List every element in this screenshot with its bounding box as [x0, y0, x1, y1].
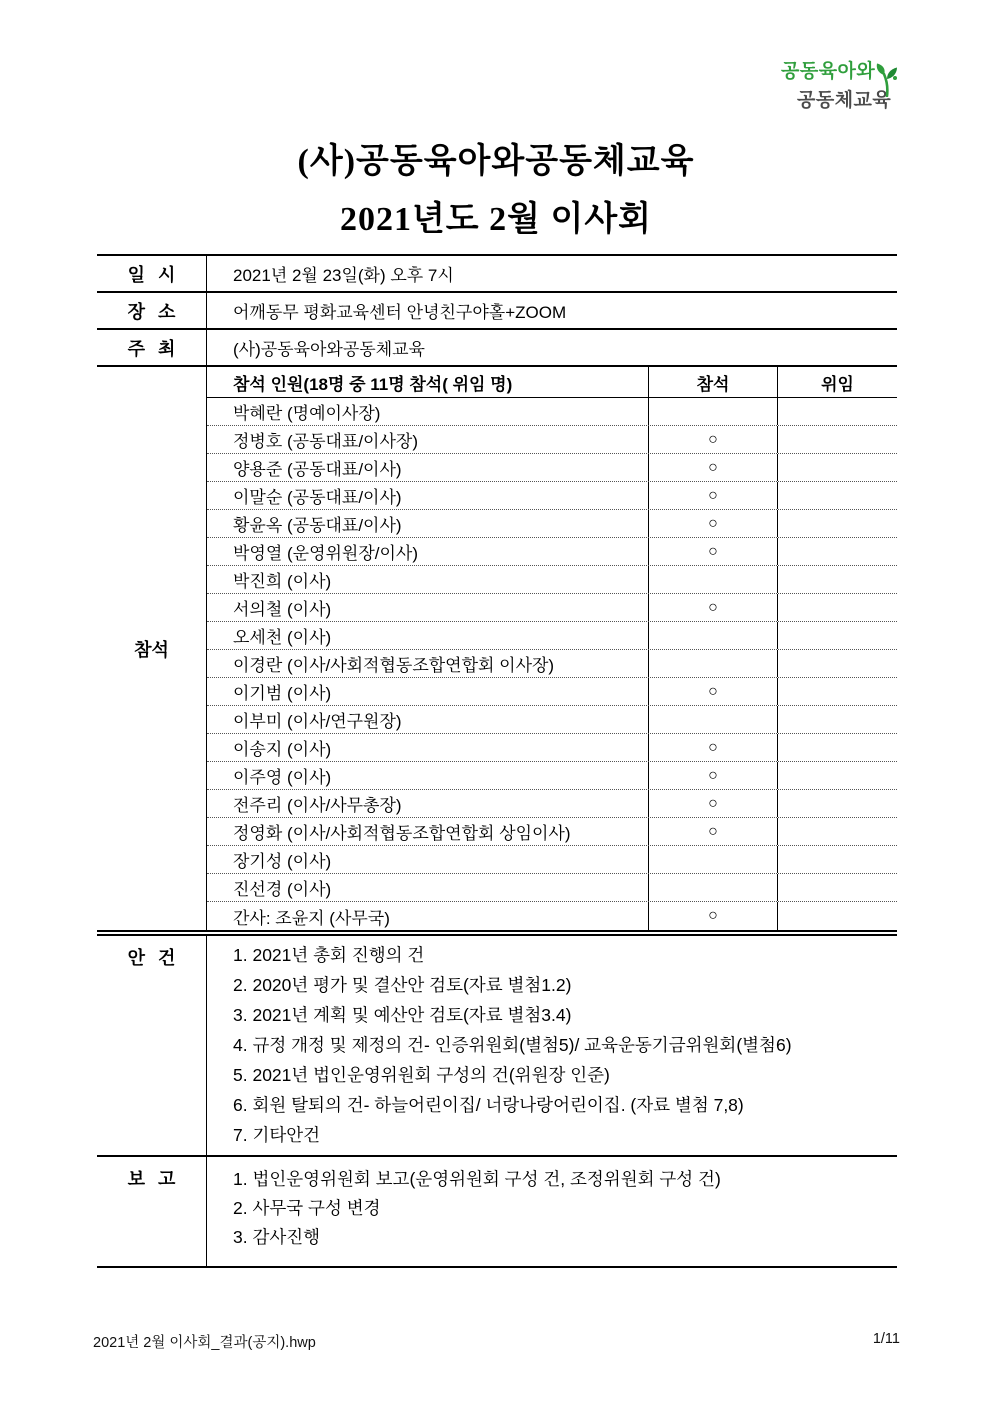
attendee-attend-mark: ○ — [648, 818, 777, 845]
attendee-name: 정영화 (이사/사회적협동조합연합회 상임이사) — [233, 824, 571, 843]
attendee-name: 서의철 (이사) — [233, 600, 332, 619]
attendee-proxy-mark — [777, 510, 897, 537]
agenda-item: 1. 2021년 총회 진행의 건 — [233, 945, 425, 965]
attendee-proxy-mark — [777, 594, 897, 621]
info-value-host: (사)공동육아와공동체교육 — [233, 340, 425, 359]
attendee-proxy-mark — [777, 678, 897, 705]
attendee-name: 박진희 (이사) — [233, 572, 332, 591]
attendee-name: 이주영 (이사) — [233, 768, 332, 787]
page-footer — [93, 1331, 900, 1352]
attendee-attend-mark: ○ — [648, 734, 777, 761]
agenda-item: 3. 2021년 계획 및 예산안 검토(자료 별첨3.4) — [233, 1005, 572, 1025]
attendee-attend-mark — [648, 622, 777, 649]
attendee-attend-mark — [648, 650, 777, 677]
info-label-host: 주 최 — [97, 330, 207, 365]
org-logo — [781, 61, 913, 113]
attendee-name: 전주리 (이사/사무총장) — [233, 796, 402, 815]
attendee-attend-mark: ○ — [648, 454, 777, 481]
attendance-header-attend: 참석 — [648, 367, 777, 397]
attendee-row — [207, 846, 897, 874]
info-row-datetime — [97, 256, 897, 293]
attendee-proxy-mark — [777, 454, 897, 481]
footer-page-number: 1/11 — [872, 1331, 900, 1347]
attendee-name: 이말순 (공동대표/이사) — [233, 488, 402, 507]
attendee-name: 황윤옥 (공동대표/이사) — [233, 516, 402, 535]
attendee-attend-mark: ○ — [648, 790, 777, 817]
agenda-list — [207, 936, 897, 1155]
attendee-proxy-mark — [777, 622, 897, 649]
attendee-name: 박영열 (운영위원장/이사) — [233, 544, 418, 563]
attendee-attend-mark — [648, 874, 777, 901]
attendee-proxy-mark — [777, 566, 897, 593]
attendee-name: 이송지 (이사) — [233, 740, 332, 759]
attendee-row — [207, 482, 897, 510]
attendee-attend-mark — [648, 706, 777, 733]
attendee-proxy-mark — [777, 426, 897, 453]
attendee-row — [207, 594, 897, 622]
attendee-row — [207, 818, 897, 846]
attendee-row — [207, 426, 897, 454]
attendee-proxy-mark — [777, 650, 897, 677]
attendee-proxy-mark — [777, 902, 897, 930]
agenda-item: 4. 규정 개정 및 제정의 건- 인증위원회(별첨5)/ 교육운동기금위원회(별첨6) — [233, 1035, 792, 1055]
attendee-attend-mark: ○ — [648, 762, 777, 789]
attendee-proxy-mark — [777, 538, 897, 565]
attendee-name: 이부미 (이사/연구원장) — [233, 712, 402, 731]
attendee-attend-mark: ○ — [648, 594, 777, 621]
attendee-name: 이경란 (이사/사회적협동조합연합회 이사장) — [233, 656, 555, 675]
attendee-name: 양용준 (공동대표/이사) — [233, 460, 402, 479]
attendance-header-name: 참석 인원(18명 중 11명 참석( 위임 명) — [233, 374, 513, 394]
attendee-row — [207, 538, 897, 566]
info-row-place — [97, 293, 897, 330]
attendee-row — [207, 790, 897, 818]
agenda-item: 7. 기타안건 — [233, 1125, 321, 1145]
attendee-name: 진선경 (이사) — [233, 880, 332, 899]
attendee-proxy-mark — [777, 790, 897, 817]
attendee-row — [207, 678, 897, 706]
info-label-datetime: 일 시 — [97, 256, 207, 291]
attendee-name: 간사: 조윤지 (사무국) — [233, 908, 390, 928]
info-row-host — [97, 330, 897, 367]
agenda-item: 2. 2020년 평가 및 결산안 검토(자료 별첨1.2) — [233, 975, 572, 995]
attendee-name: 장기성 (이사) — [233, 852, 332, 871]
attendee-attend-mark: ○ — [648, 482, 777, 509]
attendee-proxy-mark — [777, 762, 897, 789]
attendance-label: 참석 — [97, 367, 207, 930]
doc-title-line2: 2021년도 2월 이사회 — [339, 201, 653, 238]
info-value-place: 어깨동무 평화교육센터 안녕친구야홀+ZOOM — [233, 303, 567, 322]
attendee-name: 정병호 (공동대표/이사장) — [233, 432, 418, 451]
attendee-name: 이기범 (이사) — [233, 684, 332, 703]
attendee-name: 박혜란 (명예이사장) — [233, 404, 381, 423]
logo-text-bottom: 공동체교육 — [797, 89, 892, 111]
agenda-block — [97, 936, 897, 1157]
agenda-item: 6. 회원 탈퇴의 건- 하늘어린이집/ 너랑나랑어린이집. (자료 별첨 7,8) — [233, 1095, 744, 1115]
attendee-proxy-mark — [777, 874, 897, 901]
attendee-row — [207, 622, 897, 650]
attendee-row — [207, 398, 897, 426]
logo-sprout-icon — [875, 63, 901, 104]
footer-filename: 2021년 2월 이사회_결과(공지).hwp — [93, 1335, 316, 1351]
attendee-row — [207, 510, 897, 538]
attendee-proxy-mark — [777, 818, 897, 845]
attendee-row — [207, 454, 897, 482]
info-label-place: 장 소 — [97, 293, 207, 328]
report-block — [97, 1157, 897, 1268]
report-item: 2. 사무국 구성 변경 — [233, 1198, 381, 1218]
report-item: 1. 법인운영위원회 보고(운영위원회 구성 건, 조정위원회 구성 건) — [233, 1169, 721, 1189]
agenda-item: 5. 2021년 법인운영위원회 구성의 건(위원장 인준) — [233, 1065, 610, 1085]
attendee-row — [207, 902, 897, 930]
attendee-row — [207, 650, 897, 678]
attendance-header-proxy: 위임 — [777, 367, 897, 397]
attendee-attend-mark — [648, 398, 777, 425]
attendee-proxy-mark — [777, 398, 897, 425]
attendee-row — [207, 762, 897, 790]
attendee-attend-mark — [648, 846, 777, 873]
attendee-row — [207, 734, 897, 762]
attendance-header-row — [207, 367, 897, 398]
attendee-attend-mark: ○ — [648, 538, 777, 565]
meeting-info-table — [97, 254, 897, 1268]
attendance-table — [207, 367, 897, 930]
doc-title-line1: (사)공동육아와공동체교육 — [297, 143, 695, 180]
attendee-row — [207, 706, 897, 734]
info-value-datetime: 2021년 2월 23일(화) 오후 7시 — [233, 266, 454, 285]
attendee-row — [207, 874, 897, 902]
report-list — [207, 1157, 897, 1266]
attendee-proxy-mark — [777, 706, 897, 733]
attendee-proxy-mark — [777, 482, 897, 509]
attendance-block — [97, 367, 897, 936]
attendee-proxy-mark — [777, 846, 897, 873]
attendee-attend-mark: ○ — [648, 678, 777, 705]
logo-text-top: 공동육아와 — [781, 61, 876, 82]
attendee-row — [207, 566, 897, 594]
attendee-attend-mark: ○ — [648, 510, 777, 537]
attendee-attend-mark — [648, 566, 777, 593]
report-item: 3. 감사진행 — [233, 1227, 321, 1247]
attendee-attend-mark: ○ — [648, 426, 777, 453]
agenda-label: 안 건 — [97, 936, 207, 1155]
attendee-proxy-mark — [777, 734, 897, 761]
attendee-name: 오세천 (이사) — [233, 628, 332, 647]
report-label: 보 고 — [97, 1157, 207, 1266]
attendee-attend-mark: ○ — [648, 902, 777, 930]
